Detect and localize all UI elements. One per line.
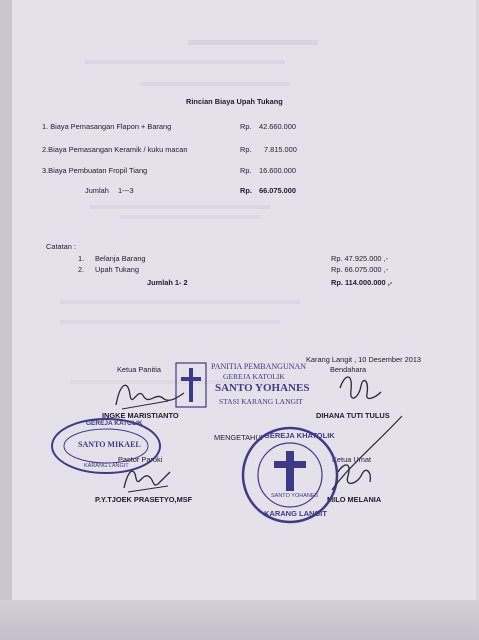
bendahara-signature [335, 368, 385, 408]
ketua-umat-signature [318, 412, 408, 502]
subtotal-range: 1---3 [118, 186, 134, 195]
pastor-signature [118, 460, 178, 496]
bendahara-name: DIHANA TUTI TULUS [316, 411, 390, 420]
page-fold-shadow [0, 600, 479, 640]
ketua-umat-role: Ketua Umat [332, 455, 372, 464]
notes-total-value: Rp. 114.000.000 ,- [331, 278, 393, 287]
gereja-stamp: GEREJA KHATOLIK SANTO YOHANES KARANG LANGIT [240, 425, 340, 525]
item-label: 1. Biaya Pemasangan Flapon + Barang [42, 122, 172, 131]
note-number: 2. [78, 265, 85, 274]
ketua-umat-name: MILO MELANIA [327, 495, 382, 504]
bendahara-role: Bendahara [330, 365, 367, 374]
note-label: Belanja Barang [95, 254, 146, 263]
subtotal-amount: 66.075.000 [259, 186, 296, 195]
ketua-panitia-signature [108, 375, 188, 415]
document-title: Rincian Biaya Upah Tukang [186, 97, 283, 106]
mengetahui-label: MENGETAHUI [214, 433, 263, 442]
note-value: Rp. 66.075.000 ,- [331, 265, 389, 274]
note-number: 1. [78, 254, 85, 263]
place-date: Karang Langit , 10 Desember 2013 [306, 355, 422, 364]
item-amount: 42.660.000 [259, 122, 296, 131]
item-currency: Rp. [240, 122, 252, 131]
subtotal-currency: Rp. [240, 186, 252, 195]
item-label: 3.Biaya Pembuatan Fropil Tiang [42, 166, 148, 175]
notes-total-label: Jumlah 1- 2 [147, 278, 188, 287]
ketua-panitia-role: Ketua Panitia [117, 365, 161, 374]
item-amount: 7.815.000 [264, 145, 297, 154]
panitia-stamp: PANITIA PEMBANGUNAN GEREJA KATOLIK SANTO YOHANES STASI KARANG LANGIT [175, 360, 340, 410]
paroki-stamp: GEREJA KATOLIK SANTO MIKAEL KARANG LANGIT [50, 417, 162, 475]
note-value: Rp. 47.925.000 ,- [331, 254, 389, 263]
note-label: Upah Tukang [95, 265, 139, 274]
notes-heading: Catatan : [46, 242, 76, 251]
pastor-role: Pastor Paroki [118, 455, 163, 464]
item-currency: Rp. [240, 166, 252, 175]
item-label: 2.Biaya Pemasangan Keramik / kuku macan [42, 145, 188, 154]
pastor-name: P.Y.TJOEK PRASETYO,MSF [95, 495, 193, 504]
item-amount: 16.600.000 [259, 166, 296, 175]
subtotal-label: Jumlah [85, 186, 109, 195]
ketua-panitia-name: INGKE MARISTIANTO [102, 411, 179, 420]
item-currency: Rp. [240, 145, 252, 154]
page-edge-shadow [0, 0, 12, 640]
